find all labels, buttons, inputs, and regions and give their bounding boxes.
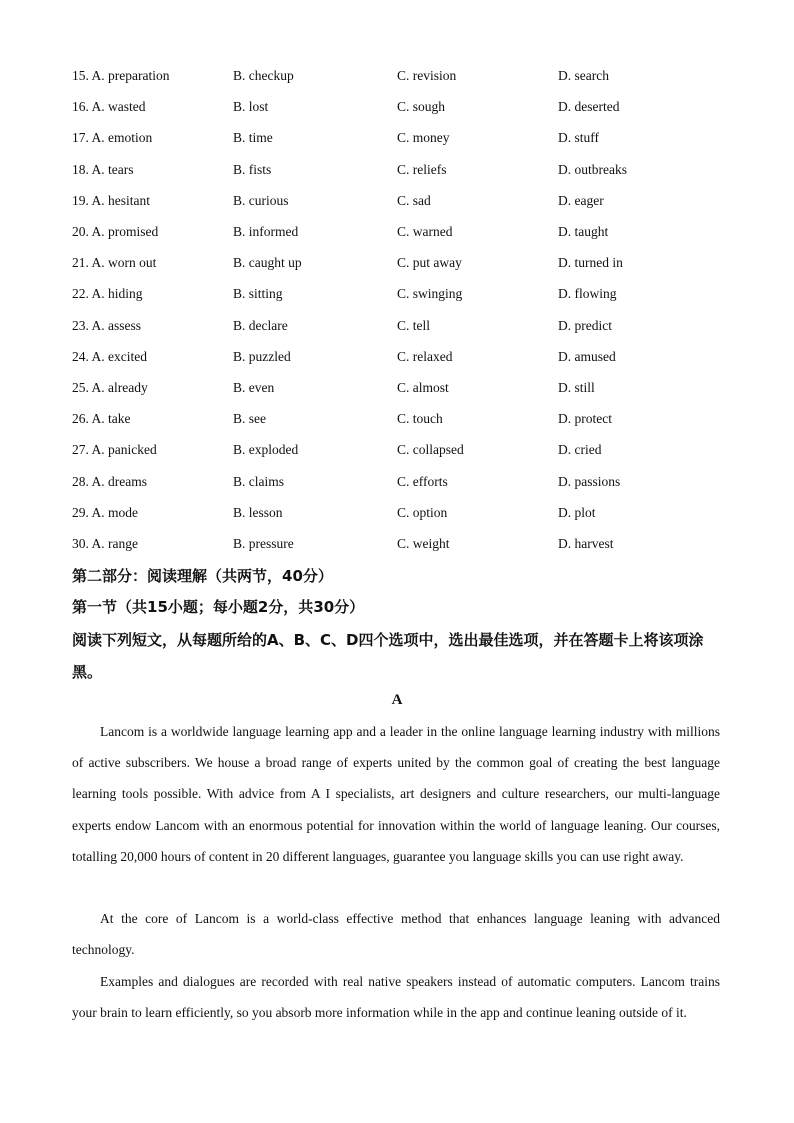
option-c: C. efforts [397, 473, 448, 489]
question-row [72, 190, 732, 212]
question-row [72, 533, 732, 555]
option-a: 25. A. already [72, 380, 148, 395]
option-c: C. almost [397, 380, 449, 395]
option-a: 23. A. assess [72, 317, 142, 333]
passage-paragraph: At the core of Lancom is a world-class effective method that enhances language leaning with advanced technology. [72, 911, 720, 958]
question-row [72, 471, 732, 493]
option-b: B. caught up [233, 255, 302, 271]
option-a: 29. A. mode [72, 504, 138, 520]
question-row [72, 65, 732, 87]
option-c: C. weight [397, 536, 450, 551]
option-d: D. protect [558, 411, 612, 427]
option-c: C. put away [397, 255, 462, 271]
passage-title: A [391, 692, 403, 708]
option-b: B. time [233, 130, 273, 146]
option-d: D. turned in [558, 255, 623, 271]
option-d: D. still [558, 380, 595, 395]
option-a: 18. A. tears [72, 161, 134, 177]
option-a: 27. A. panicked [72, 442, 157, 458]
question-row [72, 96, 732, 118]
option-c: C. sough [397, 99, 446, 115]
option-c: C. money [397, 130, 450, 146]
passage-paragraph: Examples and dialogues are recorded with real native speakers instead of automatic computers. Lancom trains your brain to learn efficiently, so you absorb more information while in the app and continue leaning outside of it. [72, 974, 720, 1021]
option-b: B. see [233, 411, 266, 427]
option-c: C. revision [397, 68, 457, 83]
option-a: 19. A. hesitant [72, 192, 150, 208]
option-c: C. tell [397, 317, 430, 333]
option-d: D. eager [558, 192, 604, 208]
option-c: C. option [397, 504, 448, 520]
question-row [72, 252, 732, 274]
option-b: B. checkup [233, 68, 294, 83]
option-d: D. predict [558, 317, 612, 333]
question-row [72, 127, 732, 149]
option-d: D. amused [558, 348, 616, 364]
option-b: B. declare [233, 317, 288, 333]
question-row [72, 408, 732, 430]
option-a: 24. A. excited [72, 348, 147, 364]
option-b: B. pressure [233, 536, 294, 551]
question-row [72, 221, 732, 243]
option-a: 20. A. promised [72, 224, 159, 239]
option-d: D. stuff [558, 130, 600, 146]
option-d: D. taught [558, 224, 609, 239]
option-d: D. deserted [558, 99, 620, 115]
option-c: C. relaxed [397, 348, 453, 364]
question-row [72, 377, 732, 399]
option-b: B. sitting [233, 286, 283, 302]
subsection-heading: 第一节（共15小题；每小题2分，共30分） [72, 598, 365, 616]
option-d: D. plot [558, 504, 596, 520]
option-b: B. curious [233, 192, 289, 208]
option-a: 30. A. range [72, 536, 138, 551]
question-row [72, 439, 732, 461]
option-c: C. sad [397, 192, 431, 208]
question-row [72, 283, 732, 305]
question-row [72, 315, 732, 337]
option-b: B. lesson [233, 504, 283, 520]
question-row [72, 346, 732, 368]
option-a: 28. A. dreams [72, 473, 147, 489]
option-d: D. outbreaks [558, 161, 627, 177]
instructions-text: 阅读下列短文，从每题所给的A、B、C、D四个选项中，选出最佳选项，并在答题卡上将该项涂黑。 [72, 631, 704, 681]
option-a: 17. A. emotion [72, 130, 153, 146]
option-a: 15. A. preparation [72, 68, 170, 83]
option-b: B. informed [233, 224, 299, 239]
option-b: B. even [233, 380, 275, 395]
option-b: B. fists [233, 161, 272, 177]
option-c: C. warned [397, 224, 453, 239]
option-d: D. passions [558, 473, 621, 489]
option-b: B. lost [233, 99, 269, 115]
option-c: C. touch [397, 411, 443, 427]
option-d: D. flowing [558, 286, 617, 302]
section-heading: 第二部分：阅读理解（共两节，40分） [72, 567, 333, 585]
question-row [72, 502, 732, 524]
option-d: D. harvest [558, 536, 614, 551]
option-d: D. search [558, 68, 609, 83]
option-b: B. puzzled [233, 348, 291, 364]
option-a: 16. A. wasted [72, 99, 146, 115]
passage-paragraph: Lancom is a worldwide language learning app and a leader in the online language learning industry with millions of active subscribers. We house a broad range of experts united by the common goal of creating the best language learning tools possible. With advice from A I specialists, art designers and culture researchers, our multi-language experts endow Lancom with an enormous potential for innovation within the world of language leaning. Our courses, totalling 20,000 hours of content in 20 different languages, guarantee you language skills you can use right away. [72, 724, 720, 864]
question-row [72, 159, 732, 181]
option-a: 21. A. worn out [72, 255, 157, 271]
option-b: B. claims [233, 473, 284, 489]
option-c: C. reliefs [397, 161, 447, 177]
option-c: C. collapsed [397, 442, 464, 458]
option-a: 26. A. take [72, 411, 131, 427]
option-c: C. swinging [397, 286, 463, 302]
option-a: 22. A. hiding [72, 286, 143, 302]
option-b: B. exploded [233, 442, 299, 458]
option-d: D. cried [558, 442, 602, 458]
